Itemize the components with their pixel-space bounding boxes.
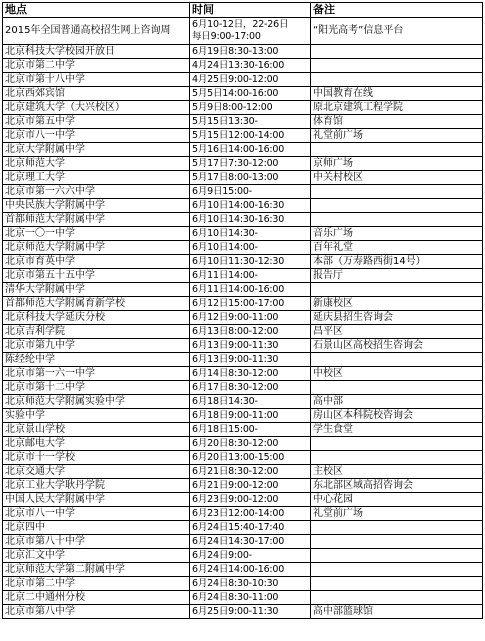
cell-time: 6月12日15:00-17:00 bbox=[190, 297, 311, 311]
cell-note bbox=[311, 535, 483, 549]
table-row bbox=[3, 45, 483, 59]
cell-note bbox=[311, 353, 483, 367]
cell-time: 6月24日14:00-16:00 bbox=[190, 563, 311, 577]
table-row bbox=[3, 129, 483, 143]
cell-note: 学生食堂 bbox=[311, 423, 483, 437]
cell-location: 北京建筑大学（大兴校区） bbox=[3, 101, 190, 115]
table-row bbox=[3, 381, 483, 395]
table-row-national-week bbox=[3, 18, 483, 45]
cell-location: 北京科技大学延庆分校 bbox=[3, 311, 190, 325]
cell-note: 本部（万寿路西街14号） bbox=[311, 255, 483, 269]
cell-time: 6月24日15:40-17:40 bbox=[190, 521, 311, 535]
cell-note: 东北部区域高招咨询会 bbox=[311, 479, 483, 493]
table-row bbox=[3, 535, 483, 549]
cell-note: 百年礼堂 bbox=[311, 241, 483, 255]
table-row bbox=[3, 157, 483, 171]
cell-location: 首都师范大学附属中学 bbox=[3, 213, 190, 227]
header-row bbox=[3, 3, 483, 18]
header-location: 地点 bbox=[3, 3, 190, 18]
cell-location: 北京吉利学院 bbox=[3, 325, 190, 339]
cell-note bbox=[311, 451, 483, 465]
cell-time: 6月13日9:00-11:30 bbox=[190, 353, 311, 367]
cell-time: 6月18日15:00- bbox=[190, 423, 311, 437]
cell-note: 昌平区 bbox=[311, 325, 483, 339]
table-row bbox=[3, 241, 483, 255]
cell-time: 6月13日8:00-12:00 bbox=[190, 325, 311, 339]
cell-location: 北京西郊宾馆 bbox=[3, 87, 190, 101]
cell-location: 北京邮电大学 bbox=[3, 437, 190, 451]
cell-note bbox=[311, 213, 483, 227]
cell-location: 中国人民大学附属中学 bbox=[3, 493, 190, 507]
cell-time: 6月10日14:30-16:30 bbox=[190, 213, 311, 227]
table-row bbox=[3, 577, 483, 591]
cell-note bbox=[311, 143, 483, 157]
cell-note: 中国教育在线 bbox=[311, 87, 483, 101]
table-row bbox=[3, 591, 483, 605]
cell-time: 6月17日8:30-12:00 bbox=[190, 381, 311, 395]
cell-location: 北京师范大学附属实验中学 bbox=[3, 395, 190, 409]
cell-location: 北京工业大学耿丹学院 bbox=[3, 479, 190, 493]
cell-note: 中关村校区 bbox=[311, 171, 483, 185]
cell-note bbox=[311, 549, 483, 563]
cell-location: 北京理工大学 bbox=[3, 171, 190, 185]
cell-location: 北京景山学校 bbox=[3, 423, 190, 437]
cell-time: 4月24日13:30-16:00 bbox=[190, 59, 311, 73]
cell-time: 6月11日14:00- bbox=[190, 269, 311, 283]
cell-time: 6月10日14:00-16:30 bbox=[190, 199, 311, 213]
cell-note: 礼堂前广场 bbox=[311, 129, 483, 143]
table-row bbox=[3, 437, 483, 451]
cell-note bbox=[311, 563, 483, 577]
cell-location: 北京一〇一中学 bbox=[3, 227, 190, 241]
cell-time-line: 6月10-12日，22-26日 bbox=[192, 19, 289, 30]
table-row bbox=[3, 185, 483, 199]
cell-note bbox=[311, 381, 483, 395]
table-row bbox=[3, 213, 483, 227]
table-row bbox=[3, 73, 483, 87]
cell-note bbox=[311, 59, 483, 73]
cell-location: 北京市八一中学 bbox=[3, 129, 190, 143]
cell-note bbox=[311, 521, 483, 535]
cell-note: 报告厅 bbox=[311, 269, 483, 283]
table-row bbox=[3, 479, 483, 493]
cell-time: 6月18日14:30- bbox=[190, 395, 311, 409]
cell-location: 北京市第八十中学 bbox=[3, 535, 190, 549]
cell-location: 北京市第五十五中学 bbox=[3, 269, 190, 283]
cell-time: 6月24日14:30-17:00 bbox=[190, 535, 311, 549]
cell-location: 北京市育英中学 bbox=[3, 255, 190, 269]
cell-location: 北京市十一学校 bbox=[3, 451, 190, 465]
table-row bbox=[3, 353, 483, 367]
cell-note bbox=[311, 577, 483, 591]
table-row bbox=[3, 451, 483, 465]
cell-time: 5月9日8:00-12:00 bbox=[190, 101, 311, 115]
table-row bbox=[3, 409, 483, 423]
cell-time: 6月9日15:00- bbox=[190, 185, 311, 199]
cell-time: 5月16日14:00-16:00 bbox=[190, 143, 311, 157]
cell-location: 北京交通大学 bbox=[3, 465, 190, 479]
table-row bbox=[3, 227, 483, 241]
cell-time: 6月21日9:00-12:00 bbox=[190, 479, 311, 493]
table-row bbox=[3, 325, 483, 339]
cell-note: 礼堂前广场 bbox=[311, 507, 483, 521]
table-row bbox=[3, 87, 483, 101]
cell-note bbox=[311, 45, 483, 59]
table-row bbox=[3, 493, 483, 507]
cell-note: 中校区 bbox=[311, 367, 483, 381]
cell-location: 北京市第一六一中学 bbox=[3, 367, 190, 381]
cell-time: 6月10日14:00- bbox=[190, 241, 311, 255]
cell-note: 高中部篮球馆 bbox=[311, 605, 483, 619]
consultation-schedule-table bbox=[2, 2, 483, 619]
table-row bbox=[3, 283, 483, 297]
cell-location: 北京市第十八中学 bbox=[3, 73, 190, 87]
cell-note: 原北京建筑工程学院 bbox=[311, 101, 483, 115]
table-row bbox=[3, 297, 483, 311]
table-row bbox=[3, 395, 483, 409]
cell-time-line: 每日9:00-17:00 bbox=[192, 31, 261, 42]
cell-note bbox=[311, 437, 483, 451]
cell-time: 6月19日8:30-13:00 bbox=[190, 45, 311, 59]
cell-location: 北京二中通州分校 bbox=[3, 591, 190, 605]
cell-note: 房山区本科院校咨询会 bbox=[311, 409, 483, 423]
cell-note: 体育馆 bbox=[311, 115, 483, 129]
table-row bbox=[3, 423, 483, 437]
header-note: 备注 bbox=[311, 3, 483, 18]
table-row bbox=[3, 367, 483, 381]
cell-time bbox=[190, 18, 311, 45]
table-row bbox=[3, 59, 483, 73]
table-row bbox=[3, 605, 483, 619]
header-time: 时间 bbox=[190, 3, 311, 18]
cell-note bbox=[311, 185, 483, 199]
table-row bbox=[3, 521, 483, 535]
cell-time: 6月23日12:00-14:00 bbox=[190, 507, 311, 521]
cell-time: 6月24日9:00- bbox=[190, 549, 311, 563]
cell-time: 5月5日14:00-16:00 bbox=[190, 87, 311, 101]
cell-time: 6月20日8:30-12:00 bbox=[190, 437, 311, 451]
cell-time: 6月24日8:30-10:30 bbox=[190, 577, 311, 591]
cell-note: 主校区 bbox=[311, 465, 483, 479]
cell-location: 北京科技大学校园开放日 bbox=[3, 45, 190, 59]
cell-time: 4月25日9:00-12:00 bbox=[190, 73, 311, 87]
cell-note: “阳光高考”信息平台 bbox=[311, 18, 483, 45]
table-row bbox=[3, 255, 483, 269]
table-row bbox=[3, 171, 483, 185]
cell-note bbox=[311, 591, 483, 605]
cell-location: 实验中学 bbox=[3, 409, 190, 423]
table-row bbox=[3, 115, 483, 129]
cell-time: 6月23日9:00-12:00 bbox=[190, 493, 311, 507]
cell-time: 6月13日9:00-11:30 bbox=[190, 339, 311, 353]
cell-location: 中央民族大学附属中学 bbox=[3, 199, 190, 213]
cell-time: 6月18日9:00-11:00 bbox=[190, 409, 311, 423]
cell-note bbox=[311, 283, 483, 297]
cell-note: 京师广场 bbox=[311, 157, 483, 171]
cell-note: 中心花园 bbox=[311, 493, 483, 507]
cell-time: 6月20日13:00-15:00 bbox=[190, 451, 311, 465]
cell-location: 北京师范大学附属中学 bbox=[3, 241, 190, 255]
cell-note bbox=[311, 199, 483, 213]
table-row bbox=[3, 563, 483, 577]
cell-note: 石景山区高校招生咨询会 bbox=[311, 339, 483, 353]
cell-time: 5月15日12:00-14:00 bbox=[190, 129, 311, 143]
table-row bbox=[3, 465, 483, 479]
cell-location: 北京市第十二中学 bbox=[3, 381, 190, 395]
cell-location: 北京市第一六六中学 bbox=[3, 185, 190, 199]
cell-note: 音乐广场 bbox=[311, 227, 483, 241]
cell-time: 6月11日14:00-16:00 bbox=[190, 283, 311, 297]
table-row bbox=[3, 101, 483, 115]
cell-location: 清华大学附属中学 bbox=[3, 283, 190, 297]
cell-location: 北京市第二中学 bbox=[3, 59, 190, 73]
cell-location: 北京师范大学 bbox=[3, 157, 190, 171]
cell-time: 5月15日13:30- bbox=[190, 115, 311, 129]
cell-time: 6月14日8:30-12:00 bbox=[190, 367, 311, 381]
cell-time: 6月25日9:00-11:30 bbox=[190, 605, 311, 619]
cell-location: 2015年全国普通高校招生网上咨询周 bbox=[3, 18, 190, 45]
table-row bbox=[3, 507, 483, 521]
cell-location: 北京大学附属中学 bbox=[3, 143, 190, 157]
cell-time: 5月17日7:30-12:00 bbox=[190, 157, 311, 171]
cell-location: 北京四中 bbox=[3, 521, 190, 535]
cell-note bbox=[311, 73, 483, 87]
cell-location: 北京市第九中学 bbox=[3, 339, 190, 353]
cell-location: 北京市第五中学 bbox=[3, 115, 190, 129]
cell-time: 6月10日11:30-12:30 bbox=[190, 255, 311, 269]
cell-location: 北京市八一中学 bbox=[3, 507, 190, 521]
cell-location: 北京师范大学第二附属中学 bbox=[3, 563, 190, 577]
table-row bbox=[3, 143, 483, 157]
table-row bbox=[3, 549, 483, 563]
cell-location: 北京市第二中学 bbox=[3, 577, 190, 591]
table-row bbox=[3, 199, 483, 213]
cell-location: 陈经纶中学 bbox=[3, 353, 190, 367]
cell-location: 首都师范大学附属育新学校 bbox=[3, 297, 190, 311]
table-row bbox=[3, 339, 483, 353]
cell-time: 6月12日9:00-11:00 bbox=[190, 311, 311, 325]
cell-note: 高中部 bbox=[311, 395, 483, 409]
cell-time: 6月21日8:30-12:00 bbox=[190, 465, 311, 479]
cell-note: 延庆县招生咨询会 bbox=[311, 311, 483, 325]
cell-location: 北京市第八中学 bbox=[3, 605, 190, 619]
cell-note: 新康校区 bbox=[311, 297, 483, 311]
cell-location: 北京汇文中学 bbox=[3, 549, 190, 563]
cell-time: 6月10日14:30- bbox=[190, 227, 311, 241]
cell-time: 6月24日8:30-11:00 bbox=[190, 591, 311, 605]
table-row bbox=[3, 311, 483, 325]
cell-time: 5月17日8:00-13:00 bbox=[190, 171, 311, 185]
table-row bbox=[3, 269, 483, 283]
